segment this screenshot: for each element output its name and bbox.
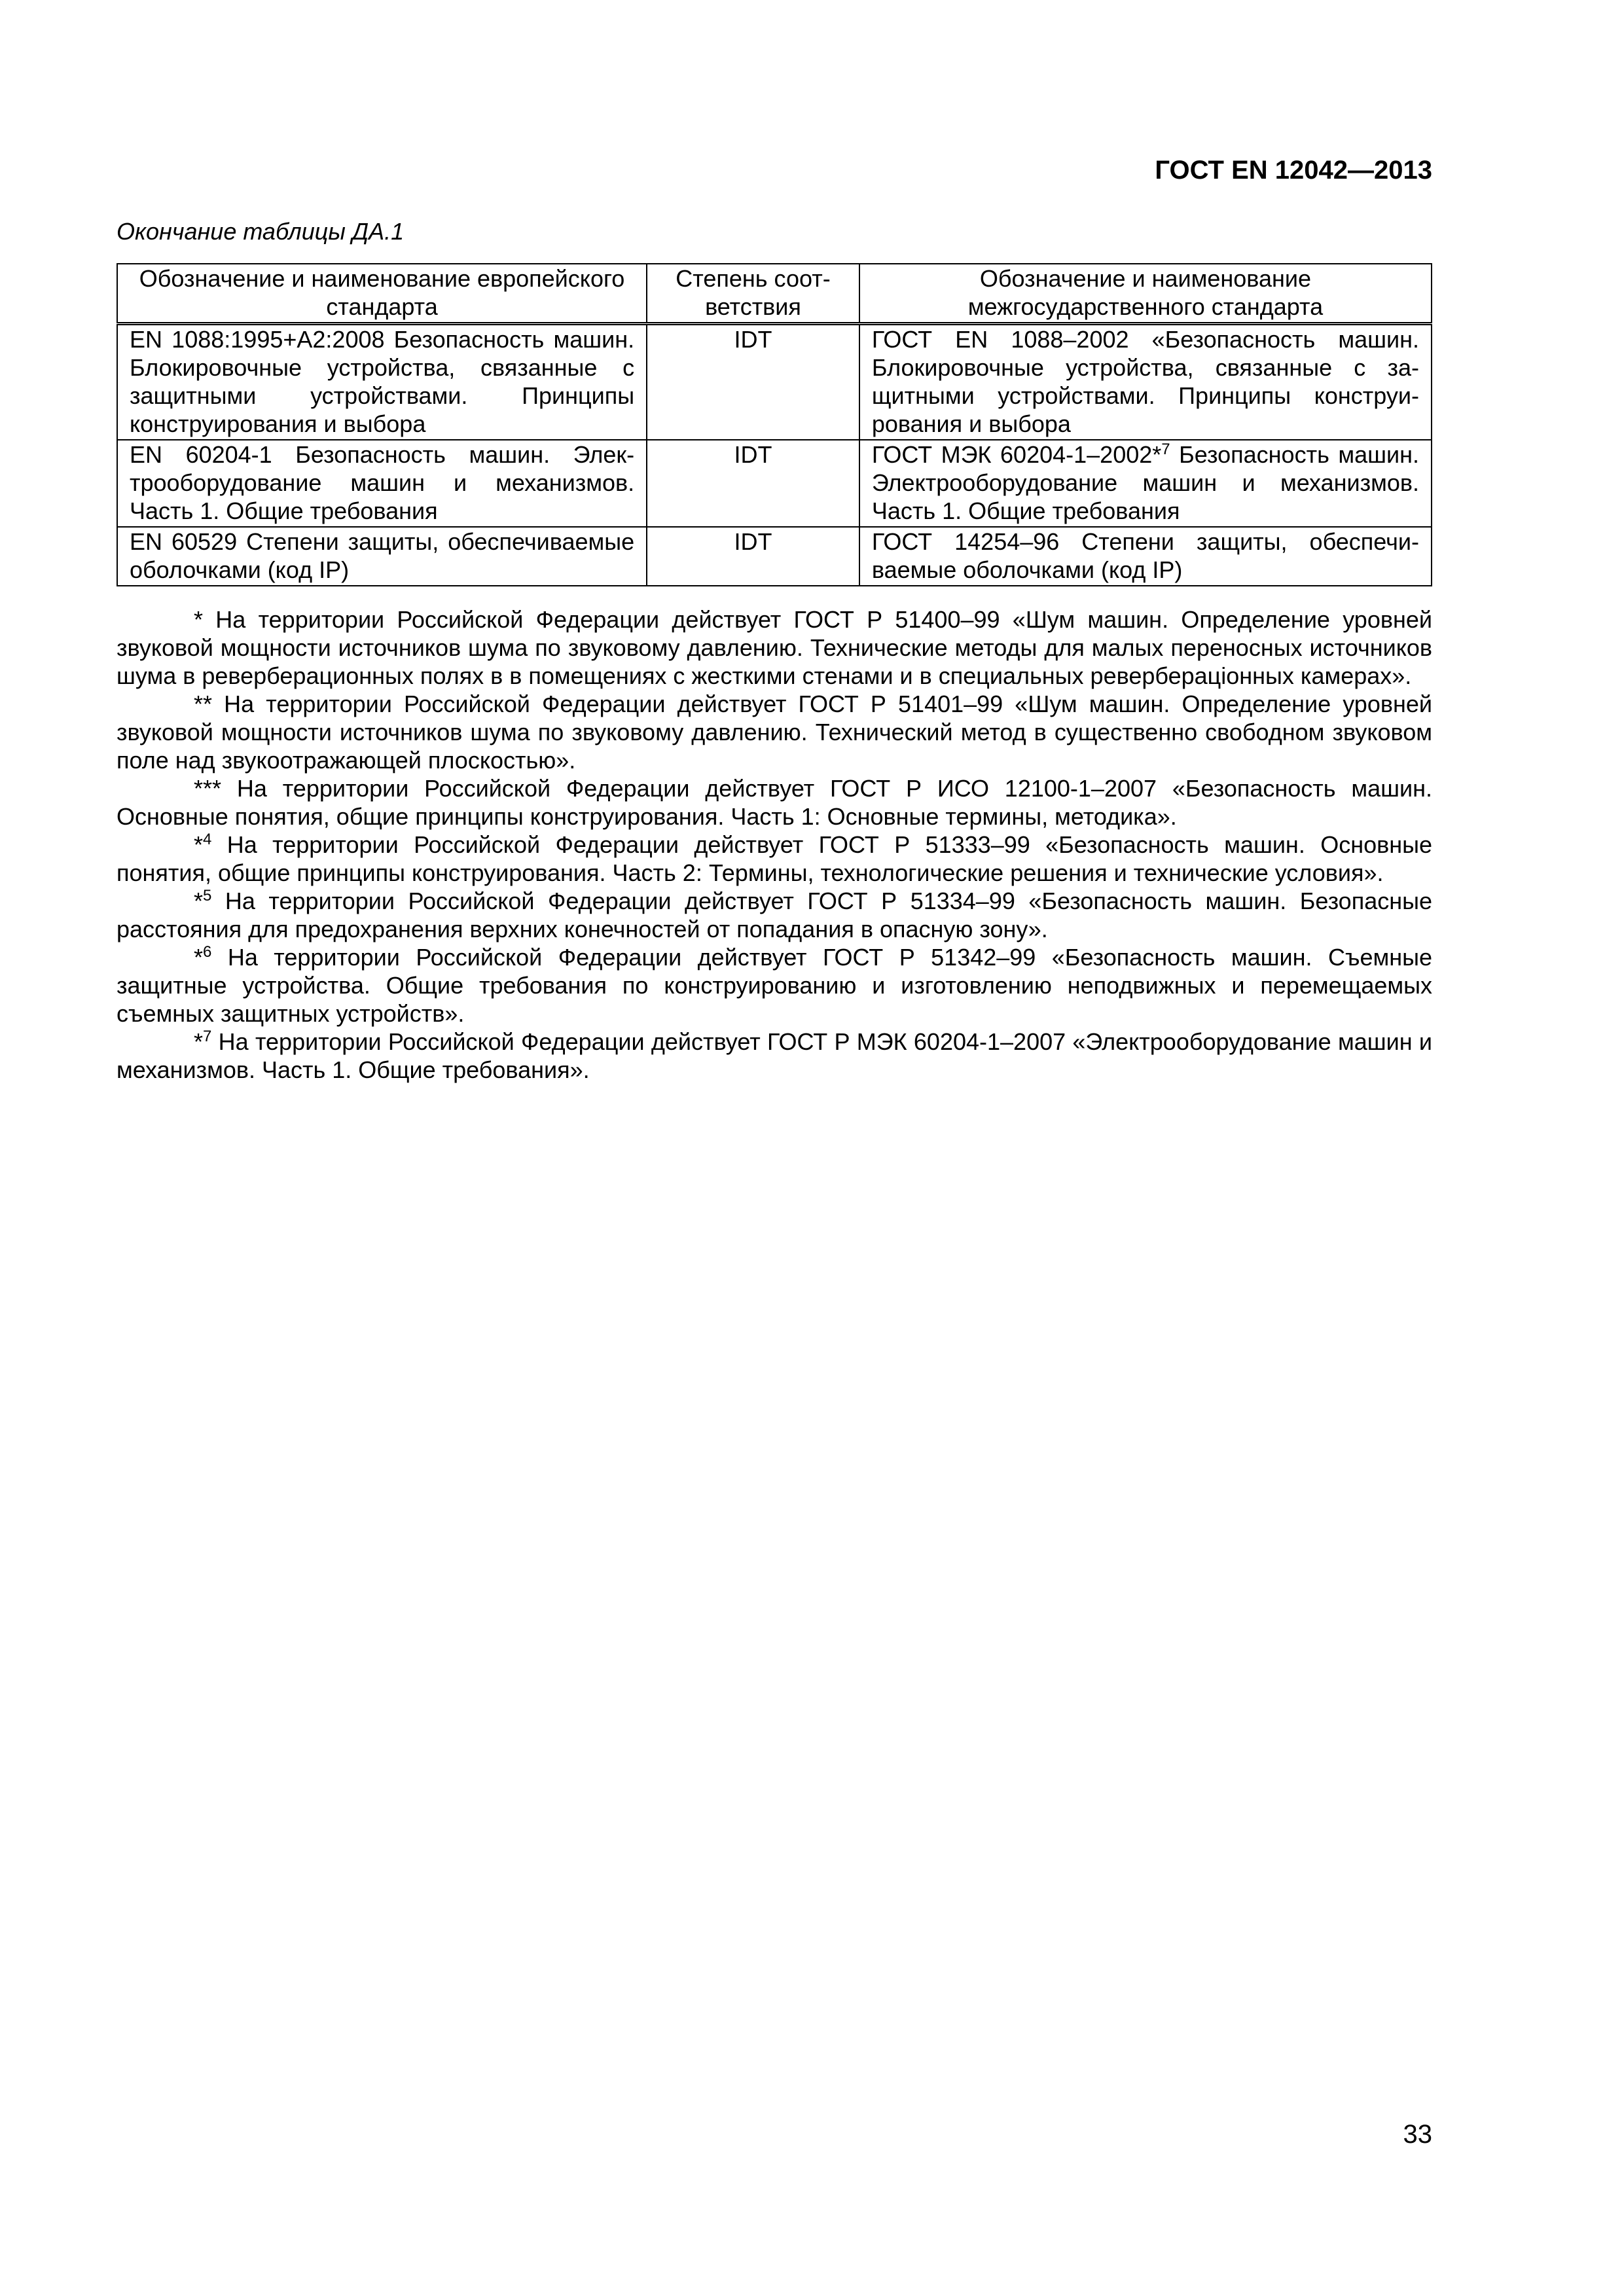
column-header-european: Обозначение и наименование европейского стандарта — [117, 264, 647, 324]
european-standard-cell: EN 60529 Степени защиты, обеспечиваемые оболочками (код IP) — [117, 527, 647, 586]
interstate-standard-text: ГОСТ МЭК 60204-1–2002* — [871, 441, 1162, 468]
table-caption: Окончание таблицы ДА.1 — [117, 218, 405, 245]
footnote-marker: ** — [194, 691, 213, 717]
footnote-text: На территории Российской Федерации действует ГОСТ Р ИСО 12100-1–2007 «Безопасность машин. Основные понятия, общие принципы конструирования. Часть 1: Основные термины, методика». — [117, 775, 1432, 830]
footnote-marker: * — [194, 831, 204, 858]
european-standard-cell: EN 1088:1995+A2:2008 Безопасность машин. Блокировочные устройства, связанные с защитными устройствами. Принципы конструирования и выбора — [117, 324, 647, 440]
footnote — [117, 887, 1432, 943]
document-code: ГОСТ EN 12042—2013 — [1155, 156, 1432, 185]
footnotes — [117, 605, 1432, 1084]
interstate-standard-cell: ГОСТ EN 1088–2002 «Безопасность машин. Блокировочные устройства, связанные с защитными устройствами. Принципы конструирования и выбора — [859, 324, 1432, 440]
interstate-standard-text-rest: Безопасность машин. Электрооборудование машин и механизмов. Часть 1. Общие требования — [871, 441, 1419, 524]
interstate-standard-cell — [859, 440, 1432, 527]
footnote-marker: *** — [194, 775, 222, 802]
footnote-marker-sup: 6 — [203, 943, 212, 961]
degree-cell: IDT — [647, 440, 859, 527]
european-standard-cell: EN 60204-1 Безопасность машин. Электрооборудование машин и механизмов. Часть 1. Общие требования — [117, 440, 647, 527]
degree-cell: IDT — [647, 527, 859, 586]
standards-table — [117, 263, 1432, 586]
table-row — [117, 527, 1432, 586]
footnote — [117, 774, 1432, 831]
footnote-text: На территории Российской Федерации действует ГОСТ Р МЭК 60204-1–2007 «Электрооборудование машин и механизмов. Часть 1. Общие требования». — [117, 1028, 1432, 1083]
footnote-marker: * — [194, 944, 204, 971]
table-header-row — [117, 264, 1432, 324]
degree-cell: IDT — [647, 324, 859, 440]
footnote — [117, 690, 1432, 774]
footnote-text: На территории Российской Федерации действует ГОСТ Р 51401–99 «Шум машин. Определение уровней звуковой мощности источников шума по звуковому давлению. Технический метод в существенно свободном звуковом поле над звукоотражающей плоскостью». — [117, 691, 1432, 774]
footnote-marker: * — [194, 606, 204, 633]
footnote — [117, 605, 1432, 690]
footnote-text: На территории Российской Федерации действует ГОСТ Р 51342–99 «Безопасность машин. Съемные защитные устройства. Общие требования по конструированию и изготовлению неподвижных и перемещаемых съемных защитных устройств». — [117, 944, 1432, 1027]
footnote-text: На территории Российской Федерации действует ГОСТ Р 51333–99 «Безопасность машин. Основные понятия, общие принципы конструирования. Часть 2: Термины, технологические решения и технические условия». — [117, 831, 1432, 886]
footnote — [117, 1028, 1432, 1084]
footnote — [117, 943, 1432, 1028]
footnote-marker-sup: 5 — [203, 887, 212, 905]
table-row — [117, 440, 1432, 527]
page-number: 33 — [1403, 2120, 1432, 2149]
footnote-text: На территории Российской Федерации действует ГОСТ Р 51400–99 «Шум машин. Определение уровней звуковой мощности источников шума по звуковому давлению. Технические методы для малых переносных источников шума в реверберационных полях в в помещениях с жесткими стенами и в специальных реверберацiонных камерах». — [117, 606, 1432, 689]
footnote-text: На территории Российской Федерации действует ГОСТ Р 51334–99 «Безопасность машин. Безопасные расстояния для предохранения верхних конечностей от попадания в опасную зону». — [117, 888, 1432, 942]
footnote-marker-sup: 4 — [203, 831, 212, 848]
column-header-interstate: Обозначение и наименование межгосударственного стандарта — [859, 264, 1432, 324]
table-row — [117, 324, 1432, 440]
footnote-ref: 7 — [1161, 440, 1170, 458]
column-header-degree: Степень соответствия — [647, 264, 859, 324]
interstate-standard-cell: ГОСТ 14254–96 Степени защиты, обеспечиваемые оболочками (код IP) — [859, 527, 1432, 586]
footnote-marker-sup: 7 — [203, 1028, 212, 1045]
footnote-marker: * — [194, 1028, 204, 1055]
footnote-marker: * — [194, 888, 204, 914]
footnote — [117, 831, 1432, 887]
